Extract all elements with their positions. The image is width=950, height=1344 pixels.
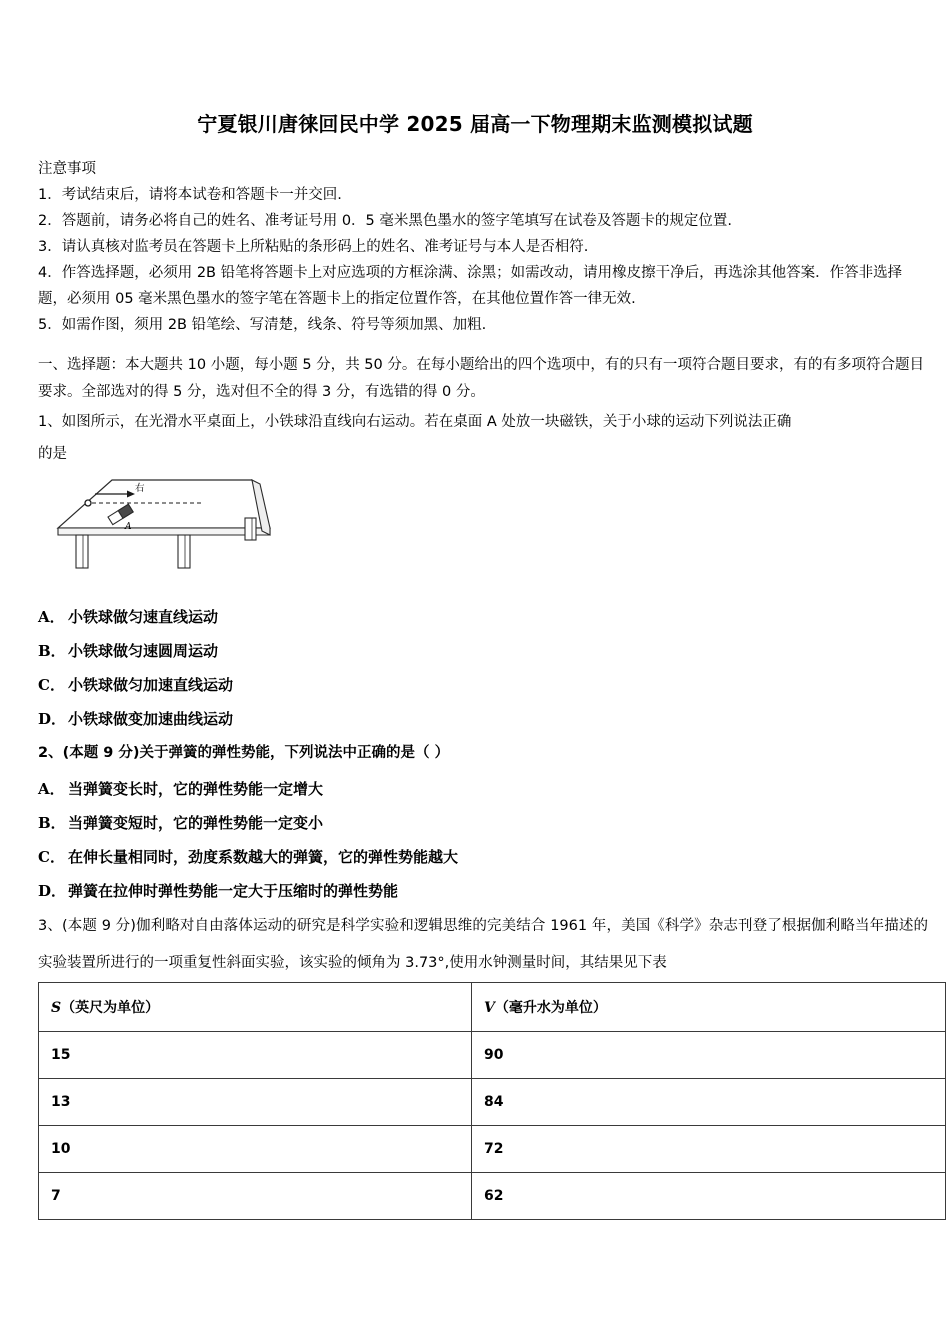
question-1	[38, 408, 928, 436]
question-2-stem	[38, 738, 638, 768]
question-2-options	[38, 772, 678, 908]
table-cell-v: 84	[472, 1079, 946, 1126]
option-2-c-text: 在伸长量相同时，劲度系数越大的弹簧，它的弹性势能越大	[68, 848, 459, 866]
option-1-d-label: D．	[38, 710, 67, 728]
option-1-a[interactable]	[38, 600, 538, 634]
question-3-stem	[38, 908, 928, 982]
table-cell-s: 10	[39, 1126, 472, 1173]
notice-item-5: 5．如需作图，须用 2B 铅笔绘、写清楚，线条、符号等须加黑、加粗.	[38, 317, 487, 333]
figure-direction-label: 右	[135, 483, 145, 494]
table-row	[39, 1032, 946, 1079]
option-1-c-text: 小铁球做匀加速直线运动	[68, 676, 234, 694]
option-2-a-label: A．	[38, 780, 65, 798]
notice-item-3: 3．请认真核对监考员在答题卡上所粘贴的条形码上的姓名、准考证号与本人是否相符.	[38, 239, 589, 255]
notice-item-1: 1．考试结束后，请将本试卷和答题卡一并交回.	[38, 187, 342, 203]
table-with-magnet-illustration	[52, 472, 292, 582]
page-title: 宁夏银川唐徕回民中学 2025 届高一下物理期末监测模拟试题	[197, 112, 753, 136]
option-2-d-text: 弹簧在拉伸时弹性势能一定大于压缩时的弹性势能	[68, 882, 399, 900]
table-header-s-unit: （英尺为单位）	[61, 1000, 160, 1016]
option-2-d-label: D．	[38, 882, 67, 900]
question-1-stem-continuation: 的是	[38, 446, 67, 462]
option-2-c-label: C．	[38, 848, 65, 866]
option-1-b[interactable]	[38, 634, 538, 668]
option-2-b-label: B．	[38, 814, 66, 832]
question-2-stem-text: (本题 9 分)关于弹簧的弹性势能，下列说法中正确的是（ ）	[62, 745, 450, 761]
table-row	[39, 1173, 946, 1220]
table-cell-s: 13	[39, 1079, 472, 1126]
option-1-d-text: 小铁球做变加速曲线运动	[68, 710, 234, 728]
option-1-d[interactable]	[38, 702, 538, 736]
option-1-a-label: A．	[38, 608, 65, 626]
section-one-intro	[38, 352, 924, 406]
table-cell-v: 72	[472, 1126, 946, 1173]
question-1-stem	[38, 408, 928, 436]
table-cell-v: 90	[472, 1032, 946, 1079]
option-1-a-text: 小铁球做匀速直线运动	[68, 608, 219, 626]
experiment-data-table	[38, 982, 946, 1220]
table-header-v	[472, 983, 946, 1032]
option-2-d[interactable]	[38, 874, 678, 908]
option-1-b-label: B．	[38, 642, 66, 660]
notice-heading: 注意事项	[38, 161, 96, 177]
table-header-s-symbol: S	[51, 1000, 62, 1016]
option-1-c[interactable]	[38, 668, 538, 702]
question-3-stem-text: (本题 9 分)伽利略对自由落体运动的研究是科学实验和逻辑思维的完美结合 1961 年，美国《科学》杂志刊登了根据伽利略当年描述的实验装置所进行的一项重复性斜面实验，该实验的倾角为 3.73°,使用水钟测量时间，其结果见下表	[38, 918, 928, 971]
question-1-number: 1、	[38, 414, 62, 430]
notice-section	[38, 156, 914, 338]
table-header-v-symbol: V	[484, 1000, 495, 1016]
figure-magnet-label: A	[125, 522, 132, 532]
option-2-c[interactable]	[38, 840, 678, 874]
notice-item-4: 4．作答选择题，必须用 2B 铅笔将答题卡上对应选项的方框涂满、涂黑；如需改动，请用橡皮擦干净后，再选涂其他答案．作答非选择题，必须用 05 毫米黑色墨水的签字笔在答题卡上的指定位置作答，在其他位置作答一律无效.	[38, 265, 903, 307]
table-header-row	[39, 983, 946, 1032]
question-2-number: 2、	[38, 745, 63, 761]
question-1-stem-text: 如图所示，在光滑水平桌面上，小铁球沿直线向右运动。若在桌面 A 处放一块磁铁，关于小球的运动下列说法正确	[61, 414, 792, 430]
notice-item-2: 2．答题前，请务必将自己的姓名、准考证号用 0．5 毫米黑色墨水的签字笔填写在试卷及答题卡的规定位置.	[38, 213, 732, 229]
option-2-b[interactable]	[38, 806, 678, 840]
option-2-a[interactable]	[38, 772, 678, 806]
table-header-s	[39, 983, 472, 1032]
table-header-v-unit: （毫升水为单位）	[494, 1000, 607, 1016]
option-1-c-label: C．	[38, 676, 65, 694]
question-1-figure	[52, 472, 292, 582]
question-1-options	[38, 600, 538, 736]
table-row	[39, 1079, 946, 1126]
question-2	[38, 738, 638, 768]
question-3-number: 3、	[38, 918, 62, 934]
table-row	[39, 1126, 946, 1173]
table-cell-s: 15	[39, 1032, 472, 1079]
option-2-a-text: 当弹簧变长时，它的弹性势能一定增大	[68, 780, 324, 798]
table-cell-v: 62	[472, 1173, 946, 1220]
question-3	[38, 908, 928, 982]
option-2-b-text: 当弹簧变短时，它的弹性势能一定变小	[68, 814, 324, 832]
table-cell-s: 7	[39, 1173, 472, 1220]
section-intro-text: 一、选择题：本大题共 10 小题，每小题 5 分，共 50 分。在每小题给出的四个选项中，有的只有一项符合题目要求，有的有多项符合题目要求。全部选对的得 5 分，选对但不全的得 3 分，有选错的得 0 分。	[38, 357, 924, 400]
option-1-b-text: 小铁球做匀速圆周运动	[68, 642, 219, 660]
